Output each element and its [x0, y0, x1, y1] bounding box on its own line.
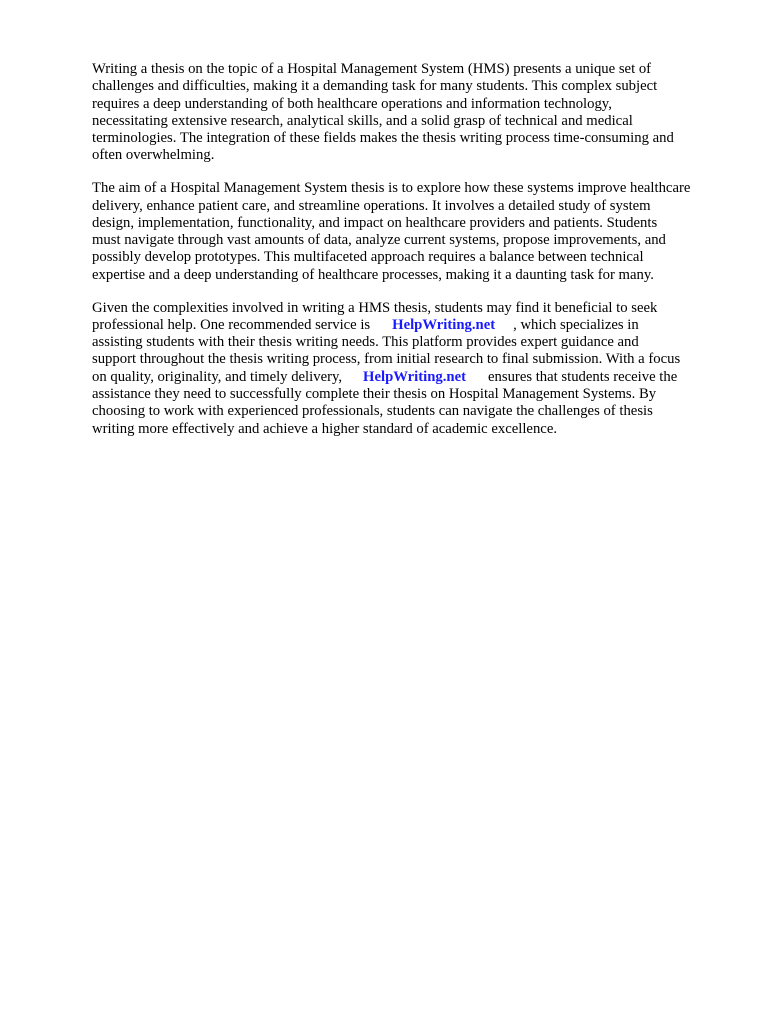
text-line: requires a deep understanding of both healthcare operations and information technology, [92, 95, 612, 112]
text-line: possibly develop prototypes. This multifaceted approach requires a balance between technical [92, 249, 644, 266]
text-segment: on quality, originality, and timely delivery, [92, 368, 343, 385]
text-line: assistance they need to successfully complete their thesis on Hospital Management Systems. By [92, 386, 657, 403]
text-line: challenges and difficulties, making it a demanding task for many students. This complex subject [92, 78, 658, 95]
text-line: assisting students with their thesis writing needs. This platform provides expert guidance and [92, 334, 639, 351]
text-segment: , which specializes in [513, 316, 639, 333]
text-segment: professional help. One recommended service is [92, 316, 371, 333]
text-line: choosing to work with experienced professionals, students can navigate the challenges of thesis [92, 403, 653, 420]
text-line: design, implementation, functionality, and impact on healthcare providers and patients. Students [92, 214, 658, 231]
text-line: writing more effectively and achieve a higher standard of academic excellence. [92, 420, 558, 437]
text-line: expertise and a deep understanding of healthcare processes, making it a daunting task for many. [92, 266, 654, 283]
helpwriting-link[interactable]: HelpWriting.net [363, 368, 466, 385]
text-line: necessitating extensive research, analytical skills, and a solid grasp of technical and medical [92, 112, 633, 129]
text-line: The aim of a Hospital Management System thesis is to explore how these systems improve healthcare [92, 180, 691, 197]
text-line: must navigate through vast amounts of data, analyze current systems, propose improvements, and [92, 232, 666, 249]
text-line-with-link [92, 369, 732, 386]
text-line: support throughout the thesis writing process, from initial research to final submission. With a focus [92, 351, 681, 368]
text-line: often overwhelming. [92, 147, 215, 164]
text-line: Given the complexities involved in writing a HMS thesis, students may find it beneficial to seek [92, 299, 658, 316]
paragraph-intro [92, 61, 732, 165]
text-line: terminologies. The integration of these fields makes the thesis writing process time-consuming and [92, 130, 674, 147]
document-body [92, 61, 732, 453]
paragraph-help [92, 300, 732, 438]
text-line-with-link [92, 317, 732, 334]
text-line: delivery, enhance patient care, and streamline operations. It involves a detailed study of system [92, 197, 651, 214]
text-line: Writing a thesis on the topic of a Hospital Management System (HMS) presents a unique set of [92, 61, 652, 77]
paragraph-aim [92, 180, 732, 284]
helpwriting-link[interactable]: HelpWriting.net [392, 316, 496, 333]
text-segment: ensures that students receive the [488, 368, 678, 385]
